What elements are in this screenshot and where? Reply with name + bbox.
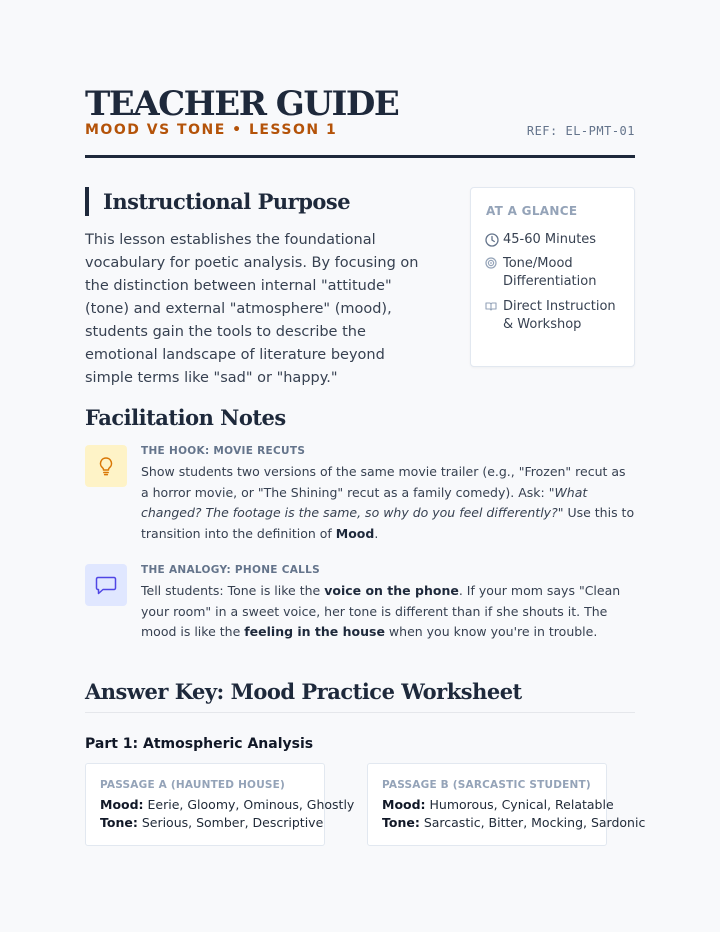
tone-answer: Tone: Serious, Somber, Descriptive <box>100 815 324 830</box>
answer-key-divider <box>85 712 635 713</box>
passage-a-card <box>85 763 355 846</box>
mood-answer: Mood: Eerie, Gloomy, Ominous, Ghostly <box>100 797 355 812</box>
glance-item-format <box>485 298 625 334</box>
tone-answer: Tone: Sarcastic, Bitter, Mocking, Sardonic <box>382 815 646 830</box>
part-1-title: Part 1: Atmospheric Analysis <box>85 736 314 752</box>
instructional-purpose-heading: Instructional Purpose <box>85 187 350 216</box>
glance-item-label: Direct Instruction & Workshop <box>503 299 616 332</box>
lightbulb-icon <box>85 445 127 487</box>
page-header <box>85 84 635 138</box>
chat-bubble-icon <box>85 564 127 606</box>
passage-b-card <box>367 763 646 846</box>
book-icon <box>485 300 497 318</box>
facilitation-note-analogy <box>141 563 637 643</box>
passage-label: PASSAGE B (SARCASTIC STUDENT) <box>382 779 591 791</box>
page-title: TEACHER GUIDE <box>85 84 399 124</box>
note-label: THE HOOK: MOVIE RECUTS <box>141 445 306 457</box>
instructional-purpose-text: This lesson establishes the foundational vocabulary for poetic analysis. By focusing on the distinction between internal "attitude" (tone) and external "atmosphere" (mood), students gain the tools to describe the emotional landscape of literature beyond simple terms like "sad" or "happy." <box>85 232 419 386</box>
glance-item-duration <box>485 231 625 249</box>
target-icon <box>485 257 497 275</box>
note-text: Tell students: Tone is like the voice on the phone. If your mom says "Clean your room" in a sweet voice, her tone is different than if she shouts it. The mood is like the feeling in the house when you know you're in trouble. <box>141 583 621 639</box>
at-a-glance-title: AT A GLANCE <box>486 204 578 218</box>
reference-code: REF: EL-PMT-01 <box>526 124 635 138</box>
note-label: THE ANALOGY: PHONE CALLS <box>141 564 320 576</box>
clock-icon <box>485 233 499 253</box>
glance-item-label: Tone/Mood Differentiation <box>503 256 597 289</box>
passage-label: PASSAGE A (HAUNTED HOUSE) <box>100 779 286 791</box>
facilitation-notes-heading: Facilitation Notes <box>85 405 286 430</box>
glance-item-label: 45-60 Minutes <box>503 232 597 247</box>
at-a-glance-card <box>470 187 635 367</box>
facilitation-note-hook <box>141 444 637 544</box>
header-divider <box>85 155 635 158</box>
answer-key-heading: Answer Key: Mood Practice Worksheet <box>85 679 522 704</box>
lesson-subtitle: MOOD VS TONE • LESSON 1 <box>85 122 338 138</box>
note-text: Show students two versions of the same movie trailer (e.g., "Frozen" recut as a horror movie, or "The Shining" recut as a family comedy). Ask: "What changed? The footage is the same, so why do you feel differently?" Use this to transition into the definition of Mood. <box>141 464 635 541</box>
mood-answer: Mood: Humorous, Cynical, Relatable <box>382 797 614 812</box>
glance-item-focus <box>485 255 625 291</box>
